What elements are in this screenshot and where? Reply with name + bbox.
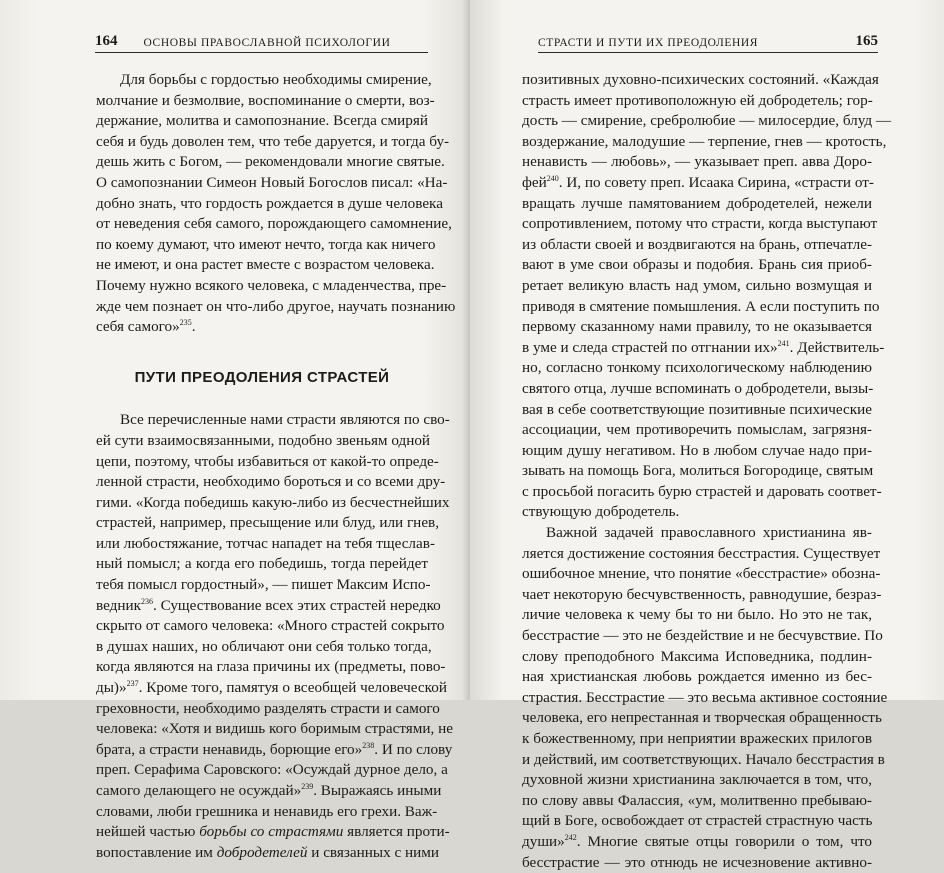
text-line: скрыто от самого человека: «Много страстей сокрыто bbox=[96, 617, 445, 635]
text-line bbox=[96, 740, 453, 761]
text-line bbox=[96, 596, 441, 617]
text-line: человека: «Хотя и видишь кого боримым страстями, не bbox=[96, 720, 453, 738]
text-line: ей сути взаимосвязанными, подобно звеньям одной bbox=[96, 431, 431, 449]
text-span: нейшей частью bbox=[96, 823, 200, 841]
text-span: . Кроме того, памятуя о всеобщей человеческой bbox=[138, 679, 447, 697]
text-line: позитивных духовно-психических состояний. «Каждая bbox=[522, 71, 879, 88]
left-page-body bbox=[96, 70, 456, 863]
text-line: страсть имеет противоположную ей добродетель; гор- bbox=[522, 91, 873, 109]
text-line: страстей, например, пресыщение или блуд, или гнев, bbox=[96, 514, 440, 532]
text-line: личие человека к чему бы то ни было. Но это не так, bbox=[522, 606, 872, 624]
text-line: молчание и безмолвие, воспоминание о смерти, воз- bbox=[96, 91, 435, 109]
text-line: ющим душу негативом. Но в любом случае надо при- bbox=[522, 441, 872, 459]
text-span: . И, по совету преп. Исаака Сирина, «страсти от- bbox=[558, 173, 874, 191]
text-line: первому сказанному нами правилу, то не оказывается bbox=[522, 318, 872, 336]
text-line: дость — смирение, сребролюбие — милосердие, блуд — bbox=[522, 112, 892, 130]
paragraph-passions bbox=[96, 410, 453, 863]
text-line: себя и будь доволен тем, что тебе даруется, и тогда бу- bbox=[96, 132, 450, 150]
text-line bbox=[522, 173, 872, 194]
text-line: ляется достижение состояния бесстрастия. Существует bbox=[522, 544, 881, 562]
text-line: чает некоторую бесчувственность, равнодушие, безраз- bbox=[522, 585, 882, 603]
text-line: вая в себе соответствующие позитивные психические bbox=[522, 400, 872, 418]
text-line: Для борьбы с гордостью необходимы смирение, bbox=[120, 71, 432, 88]
text-line: ошибочное мнение, что понятие «бесстрастие» обозна- bbox=[522, 565, 881, 583]
right-running-header: СТРАСТИ И ПУТИ ИХ ПРЕОДОЛЕНИЯ bbox=[538, 37, 759, 49]
footnote-ref-238: 238 bbox=[362, 740, 375, 750]
text-line: по слову аввы Фалассия, «ум, молитвенно пребываю- bbox=[522, 791, 872, 809]
text-line: святого отца, лучше вспоминать о добродетели, вызы- bbox=[522, 379, 874, 397]
text-line: Все перечисленные нами страсти являются по сво- bbox=[120, 411, 450, 429]
text-line: Почему нужно всякого человека, с младенчества, пре- bbox=[96, 276, 447, 294]
text-line bbox=[96, 843, 440, 864]
text-span: . И по слову bbox=[374, 740, 453, 758]
text-line: из области своей и воздвигаются на брань, отпечатле- bbox=[522, 235, 872, 253]
text-line bbox=[522, 338, 885, 359]
text-line: по коему думают, что имеют нечто, тогда как ничего bbox=[96, 235, 436, 253]
spacer bbox=[96, 338, 428, 364]
text-line bbox=[522, 832, 872, 853]
right-page-number: 165 bbox=[855, 33, 878, 49]
text-line: приводя в смятение помышления. А если поступить по bbox=[522, 297, 880, 315]
text-line: или любостяжание, тотчас нападет на тебя тщеслав- bbox=[96, 534, 435, 552]
text-span: фей bbox=[522, 173, 547, 191]
text-line: страстия. Бесстрастие — это весьма активное состояние bbox=[522, 688, 888, 706]
footnote-ref-236: 236 bbox=[140, 596, 153, 606]
text-line: ленной страсти, необходимо бороться и со всеми дру- bbox=[96, 473, 446, 491]
text-line: щий в Боге, освобождает от страстей страстную часть bbox=[522, 812, 873, 830]
text-line: в душах наших, но обличают они себя только тогда, bbox=[96, 637, 432, 655]
text-line: цепи, поэтому, чтобы избавиться от какой-то опреде- bbox=[96, 452, 439, 470]
text-line: не имеют, и она растет вместе с возрастом человека. bbox=[96, 256, 435, 274]
text-line: О самопознании Симеон Новый Богослов писал: «На- bbox=[96, 173, 448, 191]
text-line bbox=[96, 678, 447, 699]
text-line: словами, люби грешника и ненавидь его грехи. Важ- bbox=[96, 802, 438, 820]
text-line: когда являются на глаза причины их (предметы, пово- bbox=[96, 658, 446, 676]
text-line: вают в уме свои образы и подобия. Брань сия приоб- bbox=[522, 256, 872, 274]
text-line bbox=[96, 781, 442, 802]
text-line: добно знать, что гордость рождается в душе человека bbox=[96, 194, 443, 212]
text-line: ная христианская любовь рождается именно из бес- bbox=[522, 668, 872, 686]
text-line: греховности, необходимо разделять страсти и самого bbox=[96, 699, 440, 717]
footnote-ref-240: 240 bbox=[546, 173, 559, 183]
text-line: тебя помысл гордостный», — пишет Максим Испо- bbox=[96, 576, 431, 594]
left-page-number: 164 bbox=[95, 33, 118, 49]
text-line: зывать на помощь Бога, молиться Богородице, святым bbox=[522, 462, 874, 480]
text-line: гими. «Когда победишь какую-либо из бесчестнейших bbox=[96, 493, 450, 511]
text-line: от неведения себя самого, порождающего самомнение, bbox=[96, 215, 452, 233]
left-running-header: ОСНОВЫ ПРАВОСЛАВНОЙ ПСИХОЛОГИИ bbox=[143, 37, 391, 49]
text-span: . Выражаясь иными bbox=[313, 782, 442, 799]
text-line: и действий, им соответствующих. Начало бесстрастия в bbox=[522, 750, 885, 768]
right-page bbox=[470, 0, 944, 871]
text-line: жде чем познает он что-либо другое, научать познанию bbox=[96, 297, 456, 315]
text-span: ды)» bbox=[96, 679, 127, 697]
footnote-ref-235: 235 bbox=[179, 318, 192, 328]
text-span: души» bbox=[522, 832, 565, 850]
text-span: в уме и следа страстей по отгнании их» bbox=[522, 338, 778, 356]
right-page-body bbox=[522, 70, 892, 873]
text-line: слову преподобного Максима Исповедника, подлин- bbox=[522, 647, 872, 665]
text-line: ствующую добродетель. bbox=[522, 503, 680, 521]
text-span: . Существование всех этих страстей нередко bbox=[152, 596, 441, 614]
footnote-ref-241: 241 bbox=[777, 338, 790, 348]
text-line: духовной жизни христианина заключается в том, что, bbox=[522, 771, 872, 789]
text-line: сопротивлением, потому что страсти, когда выступают bbox=[522, 215, 878, 233]
text-span: ведник bbox=[96, 596, 141, 614]
text-line: вращать лучше памятованием добродетелей, нежели bbox=[522, 194, 872, 212]
italic-text: борьбы со страстями bbox=[199, 823, 344, 841]
text-span: себя самого» bbox=[96, 318, 180, 336]
text-span: вопоставление им bbox=[96, 843, 217, 861]
text-line: ассоциации, чем противоречить помыслам, загрязня- bbox=[522, 421, 872, 439]
left-page-header bbox=[95, 30, 428, 53]
text-line: человека, его непрестанная и творческая обращенность bbox=[522, 709, 882, 727]
text-line: бесстрастие — это не бездействие и не бесчувствие. По bbox=[522, 627, 883, 645]
paragraph-humility bbox=[96, 70, 456, 338]
left-page bbox=[0, 0, 470, 861]
text-span: и связанных с ними bbox=[307, 843, 440, 861]
footnote-ref-242: 242 bbox=[564, 832, 577, 842]
text-line: себя самого»$^{235}$. bbox=[96, 318, 196, 336]
text-line: к божественному, при неприятии вражеских прилогов bbox=[522, 730, 872, 747]
text-span: самого делающего не осуждай» bbox=[96, 782, 302, 799]
text-span: является проти- bbox=[343, 823, 450, 841]
text-line: дешь жить с Богом, — рекомендовали многие святые. bbox=[96, 153, 445, 171]
italic-text: добродетелей bbox=[216, 843, 308, 861]
text-span: . Действитель- bbox=[789, 338, 885, 356]
text-line: преп. Серафима Саровского: «Осуждай дурное дело, а bbox=[96, 761, 448, 779]
text-line: Важной задачей православного христианина яв- bbox=[546, 524, 872, 542]
footnote-ref-239: 239 bbox=[301, 781, 314, 791]
section-heading: ПУТИ ПРЕОДОЛЕНИЯ СТРАСТЕЙ bbox=[134, 368, 390, 386]
text-line: ный помысл; а когда его победишь, тогда перейдет bbox=[96, 555, 428, 573]
text-line: воздержание, малодушие — терпение, гнев — кротость, bbox=[522, 132, 887, 150]
text-line: держание, молитва и самопознание. Всегда смиряй bbox=[96, 112, 428, 130]
right-page-header bbox=[538, 30, 878, 53]
text-line: с просьбой погасить бурю страстей и даровать соответ- bbox=[522, 482, 882, 500]
text-line: ненависть — любовь», — указывает преп. авва Доро- bbox=[522, 153, 872, 171]
text-line bbox=[96, 822, 450, 843]
text-line: но, согласно тонкому психологическому наблюдению bbox=[522, 359, 872, 377]
text-line: бесстрастие — это отнюдь не исчезновение активно- bbox=[522, 853, 872, 871]
text-line: ретает великую власть над умом, сильно возмущая и bbox=[522, 276, 872, 294]
text-span: . Многие святые отцы говорили о том, что bbox=[576, 832, 872, 850]
footnote-ref-237: 237 bbox=[126, 678, 139, 688]
text-span: брата, а страсти ненавидь, борющие его» bbox=[96, 740, 363, 758]
